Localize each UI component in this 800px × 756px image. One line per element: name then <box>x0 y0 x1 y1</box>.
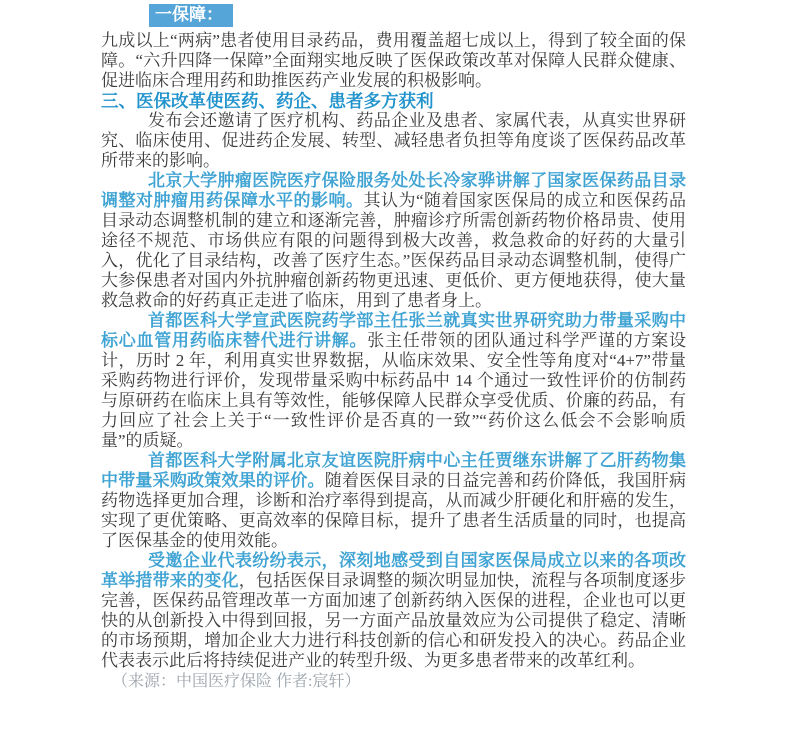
speaker-lead-bold: 北京大学肿瘤医院医疗保险服务处处长冷家骅讲解了国家医保药品目录调整对肿瘤用药保障水平的影响。 <box>101 171 686 210</box>
paragraph-leng-jiahua <box>101 171 686 311</box>
paragraph-text: 九成以上“两病”患者使用目录药品，费用覆盖超七成以上，得到了较全面的保障。“六升四降一保障”全面翔实地反映了医保政策改革对保障人民群众健康、促进临床合理用药和助推医药产业发展的积极影响。 <box>101 31 686 90</box>
speaker-lead-bold: 首都医科大学附属北京友谊医院肝病中心主任贾继东讲解了乙肝药物集中带量采购政策效果的评价。 <box>101 451 686 490</box>
section-heading: 三、医保改革使医药、药企、患者多方获利 <box>101 91 434 111</box>
paragraph-jia-jidong <box>101 451 686 551</box>
paragraph-text: 张主任带领的团队通过科学严谨的方案设计，历时 2 年，利用真实世界数据，从临床效果、安全性等角度对“4+7”带量采购药物进行评价，发现带量采购中标药品中 14 个通过一致性评价的仿制药与原研药在临床上具有等效性，能够保障人民群众享受优质、价廉的药品，有力回应了社会上关于“一致性评价是否真的一致”“药价这么低会不会影响质量”的质疑。 <box>101 331 686 450</box>
paragraph-press-conference <box>101 111 686 171</box>
highlight-tag: 一保障： <box>149 4 233 27</box>
paragraph-text: 其认为“随着国家医保局的成立和医保药品目录动态调整机制的建立和逐渐完善，肿瘤诊疗所需创新药物价格昂贵、使用途径不规范、市场供应有限的问题得到极大改善，救急救命的好药的大量引入，优化了目录结构，改善了医疗生态。”医保药品目录动态调整机制，使得广大参保患者对国内外抗肿瘤创新药物更迅速、更低价、更方便地获得，使大量救急救命的好药真正走进了临床，用到了患者身上。 <box>101 191 687 310</box>
highlight-tag-row <box>101 4 686 28</box>
source-attribution: （来源：中国医疗保险 作者:宸轩） <box>112 673 361 690</box>
paragraph-text: 发布会还邀请了医疗机构、药品企业及患者、家属代表，从真实世界研究、临床使用、促进药企发展、转型、减轻患者负担等角度谈了医保药品改革所带来的影响。 <box>101 111 686 170</box>
speaker-lead-bold: 首都医科大学宣武医院药学部主任张兰就真实世界研究助力带量采购中标心血管用药临床替代进行讲解。 <box>101 311 686 350</box>
article-content <box>101 4 686 692</box>
paragraph-guarantee <box>101 31 686 91</box>
paragraph-enterprise-reps <box>101 551 686 671</box>
paragraph-text: ，包括医保目录调整的频次明显加快，流程与各项制度逐步完善，医保药品管理改革一方面加速了创新药纳入医保的进程，企业也可以更快的从创新投入中得到回报，另一方面产品放量效应为公司提供了稳定、清晰的市场预期，增加企业大力进行科技创新的信心和研发投入的决心。药品企业代表表示此后将持续促进产业的转型升级、为更多患者带来的改革红利。 <box>101 571 687 670</box>
paragraph-text: 随着医保目录的日益完善和药价降低，我国肝病药物选择更加合理，诊断和治疗率得到提高，从而减少肝硬化和肝癌的发生，实现了更优策略、更高效率的保障目标，提升了患者生活质量的同时，也提高了医保基金的使用效能。 <box>101 471 687 550</box>
paragraph-zhang-lan <box>101 311 686 451</box>
speaker-lead-bold: 受邀企业代表纷纷表示，深刻地感受到自国家医保局成立以来的各项改革举措带来的变化 <box>101 551 686 590</box>
